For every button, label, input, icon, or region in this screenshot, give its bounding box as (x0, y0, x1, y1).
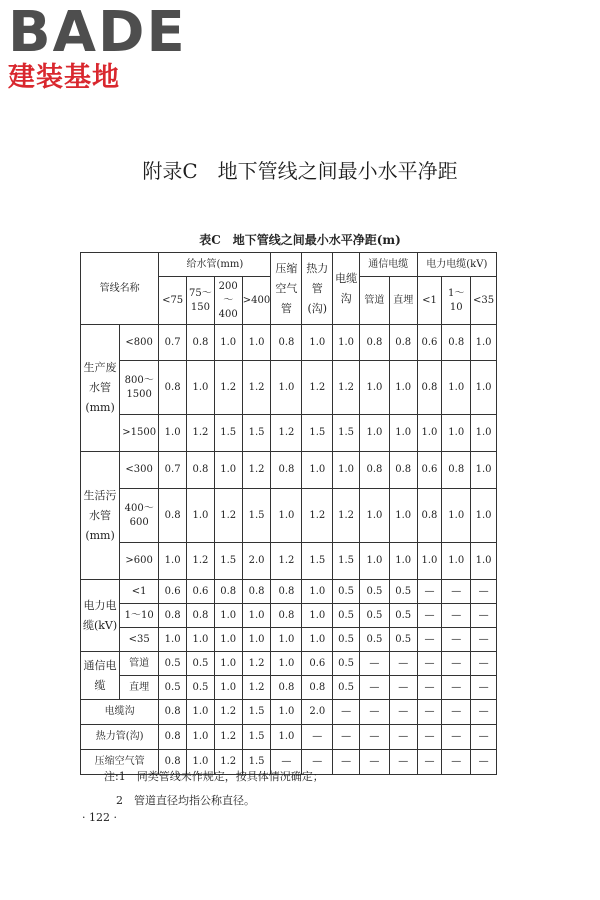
header-pipe-name: 管线名称 (81, 253, 159, 325)
row-sub-label: <300 (120, 452, 159, 489)
table-cell: 1.0 (187, 725, 215, 750)
table-cell: 1.0 (333, 452, 360, 489)
note-1: 注:1 同类管线未作规定，按具体情况确定； (104, 770, 324, 783)
table-cell: 1.0 (302, 580, 333, 604)
table-row (81, 415, 497, 452)
table-cell: 1.0 (214, 325, 242, 361)
row-sub-label: 管道 (120, 652, 159, 676)
table-cell: 0.5 (333, 676, 360, 700)
header-water-col: 75～150 (187, 277, 215, 325)
table-cell: — (359, 676, 389, 700)
table-cell: 1.2 (214, 361, 242, 415)
table-cell: 0.5 (389, 628, 417, 652)
header-power: 电力电缆(kV) (417, 253, 496, 277)
table-cell: 1.2 (242, 676, 271, 700)
header-telecom-col: 管道 (359, 277, 389, 325)
table-cell: 1.0 (242, 604, 271, 628)
table-cell: — (389, 700, 417, 725)
table-cell: 1.5 (302, 415, 333, 452)
table-cell: 1.0 (442, 489, 471, 543)
table-cell: 1.0 (159, 628, 187, 652)
notes (104, 765, 324, 813)
table-cell: — (333, 700, 360, 725)
table-cell: 1.5 (214, 543, 242, 580)
table-cell: 1.0 (359, 543, 389, 580)
table-cell: — (442, 604, 471, 628)
table-cell: — (417, 725, 442, 750)
row-sub-label: 800～1500 (120, 361, 159, 415)
table-cell: 0.8 (359, 452, 389, 489)
header-water-col: 200～400 (214, 277, 242, 325)
logo-subtitle: 建装基地 (8, 62, 120, 93)
table-cell: — (389, 652, 417, 676)
table-cell: 1.2 (333, 361, 360, 415)
table-cell: 1.0 (471, 415, 497, 452)
table-cell: — (417, 628, 442, 652)
table-cell: 1.0 (359, 361, 389, 415)
table-cell: 1.0 (442, 415, 471, 452)
header-telecom: 通信电缆 (359, 253, 417, 277)
table-row (81, 652, 497, 676)
row-sub-label: <35 (120, 628, 159, 652)
table-cell: 0.5 (333, 604, 360, 628)
table-cell: — (359, 652, 389, 676)
table-cell: — (359, 725, 389, 750)
row-sub-label: 直埋 (120, 676, 159, 700)
table-cell: — (471, 700, 497, 725)
table-cell: 1.0 (302, 325, 333, 361)
table-cell: 1.2 (271, 415, 302, 452)
table-cell: 1.0 (271, 489, 302, 543)
table-cell: 1.0 (271, 725, 302, 750)
table-cell: 1.0 (442, 543, 471, 580)
table-cell: 0.5 (333, 652, 360, 676)
table-cell: 1.5 (302, 543, 333, 580)
table-cell: 0.8 (159, 725, 187, 750)
table-cell: 0.8 (187, 452, 215, 489)
table-cell: 1.0 (389, 489, 417, 543)
table-row (81, 543, 497, 580)
header-power-col: <1 (417, 277, 442, 325)
table-cell: 1.0 (442, 361, 471, 415)
table-cell: — (471, 628, 497, 652)
table-cell: 1.2 (214, 750, 242, 775)
table-cell: 0.8 (242, 580, 271, 604)
table-cell: — (442, 725, 471, 750)
header-telecom-col: 直埋 (389, 277, 417, 325)
bade-logo (8, 0, 187, 93)
table-cell: 1.0 (302, 604, 333, 628)
table-cell: 0.8 (159, 489, 187, 543)
table-cell: 0.5 (159, 652, 187, 676)
table-cell: — (359, 750, 389, 775)
logo-wordmark: BADE (8, 0, 187, 65)
table-row (81, 676, 497, 700)
note-2: 2 管道直径均指公称直径。 (116, 794, 255, 807)
header-compressed-air: 压缩空气管 (271, 253, 302, 325)
table-cell: 1.0 (271, 652, 302, 676)
table-cell: 1.0 (159, 415, 187, 452)
clearance-table (80, 252, 497, 775)
table-cell: — (389, 676, 417, 700)
table-cell: 1.5 (242, 489, 271, 543)
table-cell: 1.2 (187, 543, 215, 580)
table-cell: — (417, 750, 442, 775)
table-cell: 0.8 (159, 700, 187, 725)
table-cell: 0.6 (187, 580, 215, 604)
table-cell: 1.0 (187, 361, 215, 415)
header-water-col: >400 (242, 277, 271, 325)
table-cell: 0.8 (271, 452, 302, 489)
header-power-col: <35 (471, 277, 497, 325)
header-water-supply: 给水管(mm) (159, 253, 271, 277)
table-cell: 1.5 (242, 700, 271, 725)
row-label: 电缆沟 (81, 700, 159, 725)
table-cell: 0.8 (417, 489, 442, 543)
table-cell: 0.5 (187, 652, 215, 676)
table-cell: 1.5 (333, 543, 360, 580)
table-cell: — (471, 725, 497, 750)
header-water-col: <75 (159, 277, 187, 325)
table-cell: 1.0 (359, 415, 389, 452)
row-sub-label: <800 (120, 325, 159, 361)
table-cell: 1.0 (271, 628, 302, 652)
table-cell: — (471, 580, 497, 604)
table-cell: 1.0 (242, 325, 271, 361)
table-cell: 1.0 (471, 361, 497, 415)
table-cell: 1.2 (242, 361, 271, 415)
table-cell: 0.8 (359, 325, 389, 361)
table-cell: 1.5 (242, 725, 271, 750)
header-power-col: 1～10 (442, 277, 471, 325)
table-cell: 0.8 (159, 604, 187, 628)
table-cell: 1.0 (471, 543, 497, 580)
table-cell: 0.8 (159, 361, 187, 415)
page-title: 附录C 地下管线之间最小水平净距 (142, 159, 458, 183)
table-cell: — (417, 580, 442, 604)
table-cell: — (271, 750, 302, 775)
table-cell: 1.0 (214, 604, 242, 628)
table-cell: 1.0 (471, 452, 497, 489)
table-cell: — (417, 652, 442, 676)
row-group-label: 生活污水管(mm) (81, 452, 120, 580)
header-cable-duct: 电缆沟 (333, 253, 360, 325)
table-cell: 0.5 (359, 580, 389, 604)
table-cell: 1.0 (187, 700, 215, 725)
table-cell: 0.5 (333, 580, 360, 604)
table-cell: 0.7 (159, 325, 187, 361)
table-cell: 0.6 (417, 452, 442, 489)
header-heat-pipe: 热力管(沟) (302, 253, 333, 325)
table-cell: — (471, 750, 497, 775)
table-cell: 2.0 (302, 700, 333, 725)
table-cell: — (471, 652, 497, 676)
table-cell: 1.0 (389, 543, 417, 580)
table-row (81, 452, 497, 489)
table-cell: 0.8 (187, 604, 215, 628)
table-cell: 1.2 (271, 543, 302, 580)
table-cell: 1.0 (389, 361, 417, 415)
table-cell: 1.2 (214, 725, 242, 750)
table-cell: — (302, 750, 333, 775)
table-row (81, 361, 497, 415)
table-cell: 0.8 (271, 580, 302, 604)
table-cell: — (471, 604, 497, 628)
table-row (81, 604, 497, 628)
table-cell: 1.2 (242, 652, 271, 676)
table-cell: 0.8 (187, 325, 215, 361)
table-cell: 2.0 (242, 543, 271, 580)
table-cell: 1.0 (417, 415, 442, 452)
table-cell: 1.0 (417, 543, 442, 580)
table-cell: — (389, 725, 417, 750)
table-cell: 1.0 (187, 489, 215, 543)
table-cell: 1.5 (242, 750, 271, 775)
row-label: 压缩空气管 (81, 750, 159, 775)
table-cell: 1.0 (302, 452, 333, 489)
row-sub-label: >1500 (120, 415, 159, 452)
table-cell: 1.0 (389, 415, 417, 452)
table-cell: — (442, 652, 471, 676)
table-cell: 1.0 (471, 325, 497, 361)
table-cell: 0.8 (271, 676, 302, 700)
table-cell: 0.5 (389, 580, 417, 604)
table-cell: 0.8 (417, 361, 442, 415)
table-row (81, 325, 497, 361)
table-cell: 1.2 (242, 452, 271, 489)
table-cell: 0.6 (159, 580, 187, 604)
table-cell: 0.8 (159, 750, 187, 775)
table-cell: — (333, 725, 360, 750)
table-cell: 1.0 (333, 325, 360, 361)
table-cell: 0.8 (302, 676, 333, 700)
table-cell: — (359, 700, 389, 725)
table-cell: 1.2 (302, 361, 333, 415)
table-cell: 0.8 (389, 325, 417, 361)
table-cell: 1.0 (471, 489, 497, 543)
table-cell: — (471, 676, 497, 700)
table-cell: — (442, 676, 471, 700)
table-cell: 1.5 (242, 415, 271, 452)
table-cell: 1.0 (271, 700, 302, 725)
table-cell: 1.2 (302, 489, 333, 543)
page-number: · 122 · (82, 811, 117, 824)
table-title: 表C 地下管线之间最小水平净距(m) (199, 233, 401, 247)
row-sub-label: <1 (120, 580, 159, 604)
table-cell: — (302, 725, 333, 750)
table-cell: 1.0 (242, 628, 271, 652)
table-cell: 1.0 (214, 652, 242, 676)
table-cell: 0.5 (389, 604, 417, 628)
table-cell: 0.5 (359, 604, 389, 628)
table-cell: 1.0 (271, 361, 302, 415)
table-cell: 1.0 (214, 452, 242, 489)
table-cell: 1.5 (214, 415, 242, 452)
table-cell: 1.0 (159, 543, 187, 580)
table-cell: — (442, 580, 471, 604)
table-cell: 1.5 (333, 415, 360, 452)
table-cell: — (333, 750, 360, 775)
row-group-label: 通信电缆 (81, 652, 120, 700)
table-cell: 1.0 (214, 628, 242, 652)
row-label: 热力管(沟) (81, 725, 159, 750)
table-cell: 1.2 (214, 489, 242, 543)
table-cell: 0.5 (159, 676, 187, 700)
table-row (81, 628, 497, 652)
table-cell: 0.8 (442, 325, 471, 361)
table-cell: 1.2 (214, 700, 242, 725)
table-cell: 0.7 (159, 452, 187, 489)
table-cell: 1.0 (187, 628, 215, 652)
table-cell: 0.6 (302, 652, 333, 676)
table-row (81, 725, 497, 750)
table-cell: 1.0 (359, 489, 389, 543)
table-cell: — (417, 604, 442, 628)
row-sub-label: 1～10 (120, 604, 159, 628)
table-cell: 0.8 (271, 325, 302, 361)
table-row (81, 489, 497, 543)
table-cell: 1.0 (302, 628, 333, 652)
table-cell: 1.2 (187, 415, 215, 452)
table-cell: 1.0 (187, 750, 215, 775)
table-cell: — (442, 628, 471, 652)
table-cell: — (442, 750, 471, 775)
table-cell: 0.8 (214, 580, 242, 604)
table-cell: — (389, 750, 417, 775)
table-cell: 0.5 (187, 676, 215, 700)
table-cell: 1.0 (214, 676, 242, 700)
table-cell: — (417, 676, 442, 700)
header-row-1 (81, 253, 497, 277)
row-group-label: 生产废水管(mm) (81, 325, 120, 452)
table-cell: — (417, 700, 442, 725)
row-sub-label: 400～600 (120, 489, 159, 543)
note-prefix: 注: (104, 770, 119, 783)
row-sub-label: >600 (120, 543, 159, 580)
table-cell: 0.8 (389, 452, 417, 489)
table-row (81, 580, 497, 604)
table-cell: 0.5 (359, 628, 389, 652)
table-cell: — (442, 700, 471, 725)
table-cell: 0.6 (417, 325, 442, 361)
table-row (81, 700, 497, 725)
table-cell: 0.5 (333, 628, 360, 652)
table-body (81, 325, 497, 775)
table-cell: 0.8 (271, 604, 302, 628)
table-cell: 1.2 (333, 489, 360, 543)
table-cell: 0.8 (442, 452, 471, 489)
row-group-label: 电力电缆(kV) (81, 580, 120, 652)
